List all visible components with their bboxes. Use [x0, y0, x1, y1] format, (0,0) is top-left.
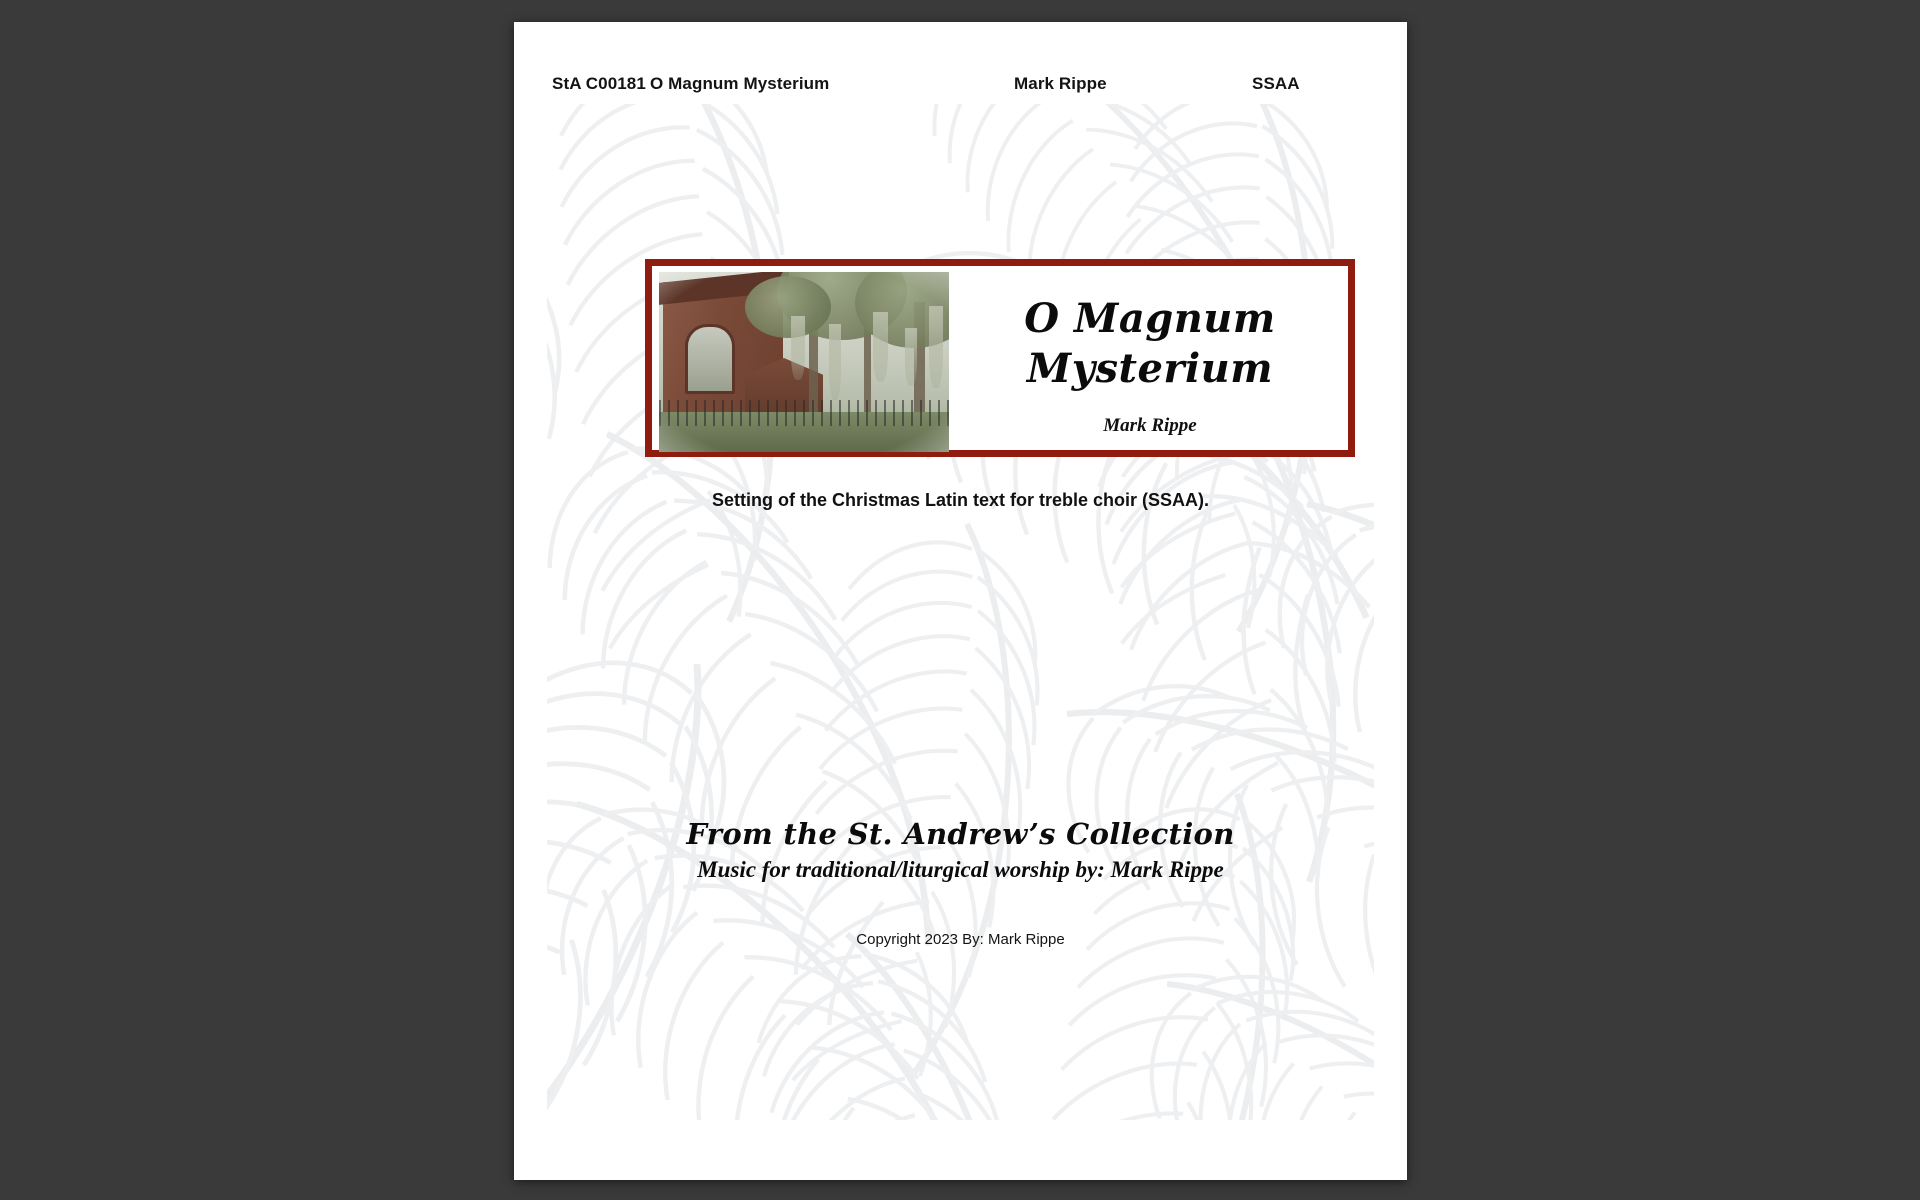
- header-title: O Magnum Mysterium: [650, 74, 830, 93]
- header-voicing: SSAA: [1252, 74, 1300, 93]
- collection-title: From the St. Andrew’s Collection: [686, 817, 1235, 851]
- cover-content-area: [547, 104, 1374, 1120]
- feather-watermark-background: [547, 104, 1374, 1120]
- copyright-notice: Copyright 2023 By: Mark Rippe: [856, 931, 1065, 948]
- collection-subtitle: Music for traditional/liturgical worship by: Mark Rippe: [697, 857, 1224, 882]
- document-header: [514, 66, 1407, 102]
- cover-composer: Mark Rippe: [1103, 414, 1197, 436]
- cover-title-line-2: Mysterium: [1026, 345, 1274, 393]
- work-description: Setting of the Christmas Latin text for treble choir (SSAA).: [711, 490, 1210, 510]
- document-page: [514, 22, 1407, 1180]
- header-composer: Mark Rippe: [1014, 74, 1107, 93]
- cover-text-block: [952, 272, 1348, 452]
- chapel-photo: [659, 272, 949, 452]
- cover-title-line-1: O Magnum: [1024, 295, 1276, 342]
- cover-frame: [645, 259, 1355, 457]
- cover-title: [952, 294, 1348, 395]
- catalog-number: StA C00181: [552, 74, 646, 93]
- collection-block: [547, 817, 1374, 883]
